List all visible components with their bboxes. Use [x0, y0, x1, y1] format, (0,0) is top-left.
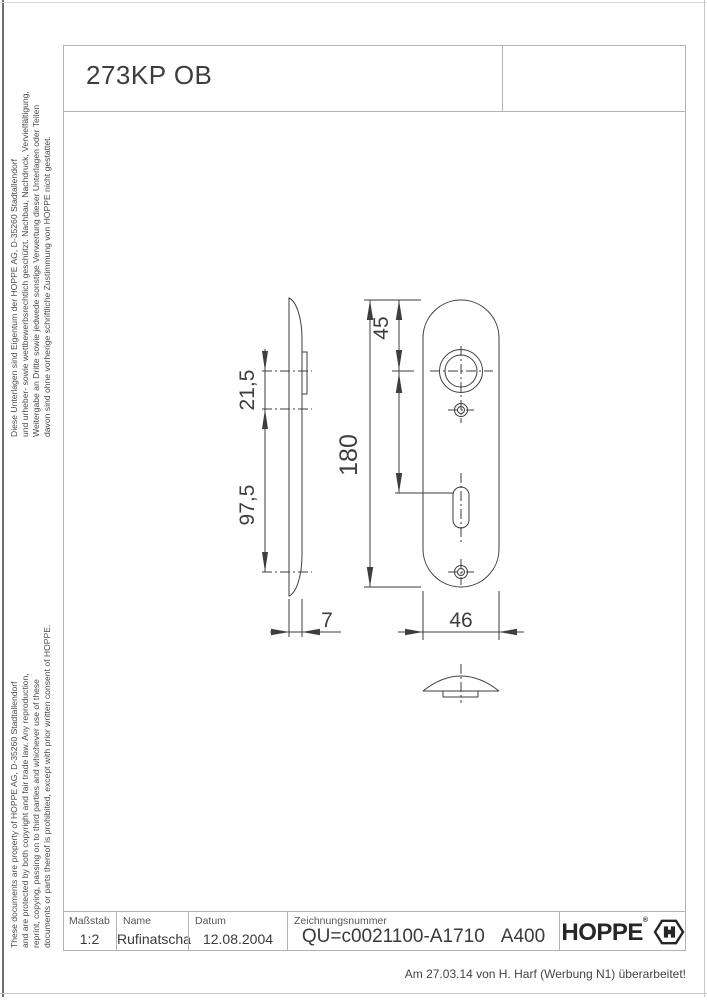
name-value: Rufinatscha	[117, 931, 191, 947]
drawing-number	[288, 926, 559, 948]
drawing-number-label: Zeichnungsnummer	[294, 915, 387, 927]
drawing-number-code: A400	[500, 926, 546, 947]
date-label: Datum	[195, 915, 226, 927]
logo-cell	[559, 912, 686, 951]
scale-cell	[63, 912, 116, 951]
front-view	[423, 300, 499, 587]
dimension-180: 180	[335, 434, 363, 476]
date-value: 12.08.2004	[202, 931, 274, 947]
margin-note-german-line: und urheber- sowie wettbewerbsrechtlich geschützt. Nachbau, Nachdruck, Vervielfältigung,	[20, 91, 30, 437]
page-title: 273KP OB	[86, 60, 213, 90]
name-label: Name	[123, 915, 152, 927]
dimension-45: 45	[370, 316, 393, 340]
side-view	[262, 298, 312, 596]
hoppe-hexagon-icon	[653, 918, 685, 946]
margin-note-english-line: and are protected by both copyright and fair trade law. Any reproduction,	[20, 673, 30, 948]
drawing-number-value: QU=c0021100-A1710	[301, 926, 485, 947]
width-dimension	[398, 591, 524, 640]
hoppe-logo	[560, 912, 686, 951]
scale-label: Maßstab	[69, 915, 110, 927]
margin-note-german-line: Weitergabe an Dritte sowie jedwede sonstige Verwertung dieser Unterlagen oder Teilen	[31, 104, 41, 437]
date-cell	[188, 912, 287, 951]
margin-note-english-line: reprint, copying, passing on to third parties and whichever use of these	[31, 679, 41, 948]
margin-note-german-line: Diese Unterlagen sind Eigentum der HOPPE AG, D-35260 Stadtallendorf	[9, 158, 19, 437]
registered-mark: ®	[642, 916, 648, 924]
dimension-46: 46	[449, 609, 473, 632]
margin-note-english-line: These documents are property of HOPPE AG, D-35260 Stadtallendorf	[9, 681, 19, 948]
hoppe-logo-text: HOPPE®	[561, 916, 648, 946]
thickness-dimension	[270, 599, 341, 637]
bottom-view	[423, 664, 499, 703]
drawing-number-cell	[287, 912, 559, 951]
margin-note-english-line: documents or parts thereof is prohibited, except with prior written consent of HOPPE.	[42, 624, 52, 948]
side-view-dimensions	[236, 349, 268, 572]
dimension-21-5: 21,5	[236, 369, 259, 411]
title-block	[63, 911, 686, 951]
name-cell	[116, 912, 191, 951]
margin-note-german-line: davon sind ohne vorherige schriftliche Zustimmung von HOPPE nicht gestattet.	[42, 136, 52, 437]
height-dimension	[335, 300, 421, 587]
revision-note: Am 27.03.14 von H. Harf (Werbung N1) überarbeitet!	[404, 967, 686, 981]
handle-position-dimension	[370, 300, 454, 493]
dimension-97-5: 97,5	[236, 484, 259, 526]
dimension-7: 7	[321, 609, 333, 632]
scale-value: 1:2	[79, 931, 100, 947]
